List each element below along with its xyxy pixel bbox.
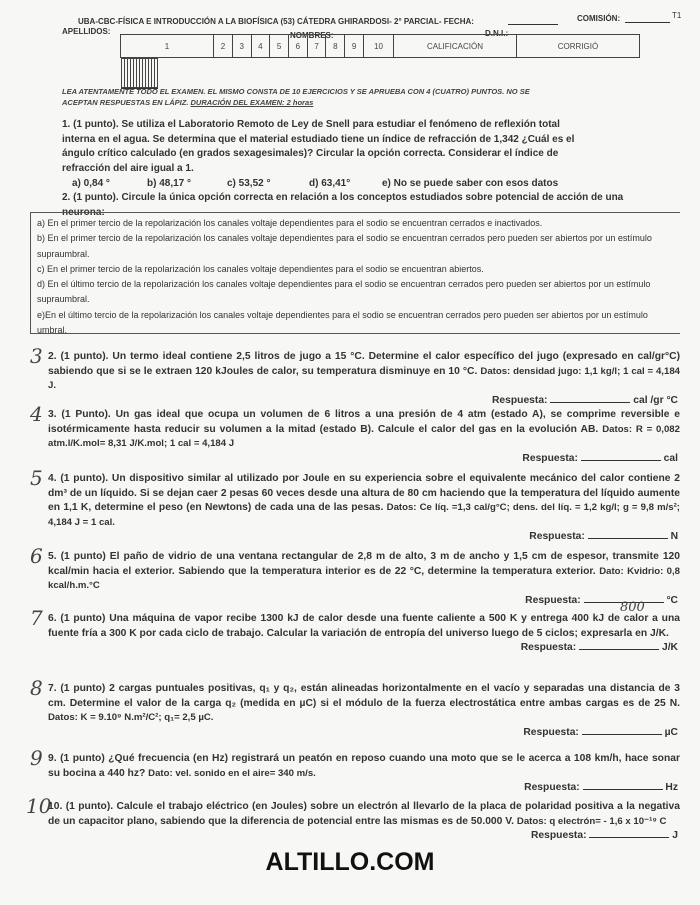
q2-option-e[interactable]: e)En el último tercio de la repolarización los canales voltaje dependientes para el sodio se encuentran cerrados pero pueden ser abiertos por un estímulo umbral. [37, 309, 648, 336]
answer-line [521, 642, 678, 653]
question-1-options [62, 177, 592, 191]
question-text: 5. (1 punto) El paño de vidrio de una ventana rectangular de 2,8 m de alto, 3 m de ancho y 1,5 cm de espesor, transmite 120 kcal/min hacia el exterior. Sabiendo que la temperatura interior es de 22 °C, determine la temperatura exterior. [48, 551, 680, 577]
answer-unit: Hz [665, 782, 678, 793]
question-text: 9. (1 punto) ¿Qué frecuencia (en Hz) registrará un peatón en reposo cuando una moto que se le acerca a 108 km/h, hace sonar su bocina a 440 hz? [48, 753, 680, 779]
answer-blank[interactable] [579, 649, 659, 650]
grade-column-header: 10 [363, 35, 393, 58]
grade-column-header: 6 [289, 35, 308, 58]
q2-option-d[interactable]: d) En el último tercio de la repolarización los canales voltaje dependientes para el sodio se encuentran cerrados pero pueden ser abiertos por un estímulo supraumbral. [37, 279, 651, 305]
grade-column-header: 3 [232, 35, 251, 58]
question-2-text: 2. (1 punto). Circule la única opción correcta en relación a los conceptos estudiados sobre potencial de acción de una neurona: [62, 191, 624, 218]
grade-column-header: 9 [345, 35, 364, 58]
exam-title: UBA-CBC-FÍSICA E INTRODUCCIÓN A LA BIOFÍSICA (53) CÁTEDRA GHIRARDOSI- 2° PARCIAL- FECHA: [78, 17, 474, 26]
question-text: 2. (1 punto). Un termo ideal contiene 2,5 litros de jugo a 15 °C. Determine el calor específico del jugo (expresado en cal/gr°C) sabiendo que si se le extraen 120 kJoules de calor, su temperatura disminuye en 10 °C. [48, 351, 680, 377]
grade-column-header: 1 [121, 35, 214, 58]
grade-column-header: 7 [307, 35, 326, 58]
question-6 [48, 550, 680, 594]
fecha-blank [508, 24, 558, 25]
question-7 [48, 612, 680, 641]
grade-column-header: CORRIGIÓ [517, 35, 640, 58]
question-text: 3. (1 Punto). Un gas ideal que ocupa un volumen de 6 litros a una presión de 4 atm (estado A), se comprime reversible e isotérmicamente hasta reducir su volumen a la mitad (estado B). Calcule el calor del gas en la evolución AB. [48, 409, 680, 435]
q1-option-c[interactable]: c) 53,52 ° [227, 177, 271, 189]
question-data: Datos: K = 9.10⁹ N.m²/C²; q₁= 2,5 µC. [48, 712, 214, 723]
answer-blank[interactable] [582, 734, 662, 735]
grade-column-header: 4 [251, 35, 270, 58]
comision-label: COMISIÓN: [577, 14, 621, 23]
handwritten-correction: 800 [620, 600, 645, 615]
notice-line-1: LEA ATENTAMENTE TODO EL EXAMEN. EL MISMO CONSTA DE 10 EJERCICIOS Y SE APRUEBA CON 4 (CUATRO) PUNTOS. NO SE [62, 87, 530, 96]
answer-blank[interactable] [583, 789, 663, 790]
handwritten-number: 6 [30, 544, 43, 568]
question-4 [48, 408, 680, 452]
question-data: Datos: densidad jugo: 1,1 kg/l; 1 cal = 4,184 J. [48, 365, 680, 391]
answer-blank[interactable] [550, 402, 630, 403]
question-3 [48, 350, 680, 394]
tema-label: T1 [672, 11, 682, 20]
handwritten-number: 9 [30, 746, 43, 770]
grade-table [120, 34, 640, 91]
grade-column-header: 2 [214, 35, 233, 58]
answer-label: Respuesta: [525, 595, 581, 606]
exam-notice [62, 86, 530, 108]
apellidos-label: APELLIDOS: [62, 27, 111, 36]
q1-option-b[interactable]: b) 48,17 ° [147, 177, 192, 189]
handwritten-number: 3 [30, 344, 43, 368]
answer-blank[interactable] [581, 460, 661, 461]
handwritten-number: 8 [30, 676, 43, 700]
watermark: ALTILLO.COM [265, 848, 435, 876]
answer-unit: J [672, 830, 678, 841]
question-1 [62, 118, 624, 220]
question-2-options-box [30, 212, 680, 334]
answer-label: Respuesta: [491, 395, 548, 406]
answer-unit: cal [663, 453, 678, 464]
q1-option-e[interactable]: e) No se puede saber con esos datos [382, 177, 559, 189]
answer-line [529, 531, 678, 542]
answer-label: Respuesta: [520, 642, 577, 653]
q2-option-c[interactable]: c) En el primer tercio de la repolarización los canales voltaje dependientes para el sodio se encuentran abiertos. [37, 263, 484, 274]
question-text: 6. (1 punto) Una máquina de vapor recibe 1300 kJ de calor desde una fuente caliente a 500 K y entrega 400 kJ de calor a una fuente fría a 300 K por cada ciclo de trabajo. Calcular la variación de entropía del universo luego de 5 ciclos; expresarla en J/K. [48, 613, 680, 639]
question-data: Datos: R = 0,082 atm.l/K.mol= 8,31 J/K.mol; 1 cal = 4,184 J [48, 423, 680, 449]
question-9 [48, 752, 680, 781]
question-data: Datos: q electrón= - 1,6 x 10⁻¹⁹ C [516, 815, 667, 827]
answer-label: Respuesta: [529, 531, 585, 542]
handwritten-number: 4 [30, 402, 43, 426]
question-1-text: 1. (1 punto). Se utiliza el Laboratorio Remoto de Ley de Snell para estudiar el fenómeno de reflexión total interna en el agua. Se determina que el material estudiado tiene un índice de refracción de 1,342 ¿Cuál es el ángulo crítico calculado (en grados sexagesimales)? Circular la opción correcta. Considerar el índice de refracción del aire igual a 1. [62, 119, 575, 175]
dni-label: D.N.I.: [485, 29, 509, 38]
grade-column-header: 5 [270, 35, 289, 58]
grade-column-header: CALIFICACIÓN [394, 35, 517, 58]
answer-line [525, 595, 678, 606]
q2-option-a[interactable]: a) En el primer tercio de la repolarización los canales voltaje dependientes para el sodio se encuentran cerrados e inactivados. [37, 218, 543, 228]
answer-line [524, 782, 678, 793]
question-5 [48, 472, 680, 530]
question-10 [48, 800, 680, 829]
answer-label: Respuesta: [522, 453, 578, 464]
question-text: 10. (1 punto). Calcule el trabajo eléctrico (en Joules) sobre un electrón al llevarlo de la placa de polaridad positiva a la negativa de un capacitor plano, sabiendo que la diferencia de potencial entre las mismas es de 50.000 V. [48, 801, 680, 827]
exam-duration: DURACIÓN DEL EXAMEN: 2 horas [190, 98, 314, 107]
answer-unit: cal /gr °C [633, 395, 678, 406]
question-text: 4. (1 punto). Un dispositivo similar al utilizado por Joule en su experiencia sobre el equivalente mecánico del calor contiene 2 dm³ de un líquido. Si se dejan caer 2 pesas 60 veces desde una altura de 80 cm haciendo que la temperatura del líquido aumente en 1,1 K, determine el peso (en Newtons) de cada una de las pesas. [48, 473, 680, 513]
question-8 [48, 682, 680, 726]
question-data: Datos: Ce líq. =1,3 cal/g°C; dens. del líq. = 1,2 kg/l; g = 9,8 m/s²; 4,184 J = 1 cal. [48, 502, 680, 528]
question-data: Dato: Kvidrio: 0,8 kcal/h.m.°C [48, 565, 680, 591]
q2-option-b[interactable]: b) En el primer tercio de la repolarización los canales voltaje dependientes para el sodio se encuentran cerrados pero pueden ser abiertos por un estímulo supraumbral. [37, 233, 652, 259]
nombres-label: NOMBRES: [290, 31, 334, 40]
question-text: 7. (1 punto) 2 cargas puntuales positivas, q₁ y q₂, están alineadas horizontalmente en el vacío y separadas una distancia de 3 cm. Determine el valor de la carga q₂ (medida en µC) si el módulo de la fuerza electrostática entre ambas cargas es de 25 N. [48, 683, 680, 709]
answer-label: Respuesta: [524, 782, 580, 793]
answer-line [492, 395, 678, 406]
q1-option-d[interactable]: d) 63,41° [309, 177, 351, 189]
question-data: Dato: vel. sonido en el aire= 340 m/s. [148, 767, 316, 779]
comision-blank [625, 22, 670, 23]
answer-label: Respuesta: [531, 830, 587, 841]
grade-column-header: 8 [326, 35, 345, 58]
grade-cell[interactable] [154, 59, 157, 88]
notice-line-2: ACEPTAN RESPUESTAS EN LÁPIZ. [62, 98, 189, 107]
answer-line [531, 830, 678, 841]
answer-blank[interactable] [588, 538, 668, 539]
q1-option-a[interactable]: a) 0,84 ° [72, 177, 110, 189]
answer-unit: °C [666, 595, 678, 606]
answer-line [522, 453, 678, 464]
answer-line [523, 727, 678, 738]
answer-label: Respuesta: [523, 727, 579, 738]
answer-blank[interactable] [589, 837, 669, 838]
handwritten-number: 7 [30, 606, 43, 630]
answer-unit: N [670, 531, 678, 542]
handwritten-number: 5 [30, 466, 43, 490]
answer-unit: J/K [661, 642, 678, 653]
handwritten-number: 10 [26, 794, 52, 818]
answer-unit: µC [664, 727, 678, 738]
